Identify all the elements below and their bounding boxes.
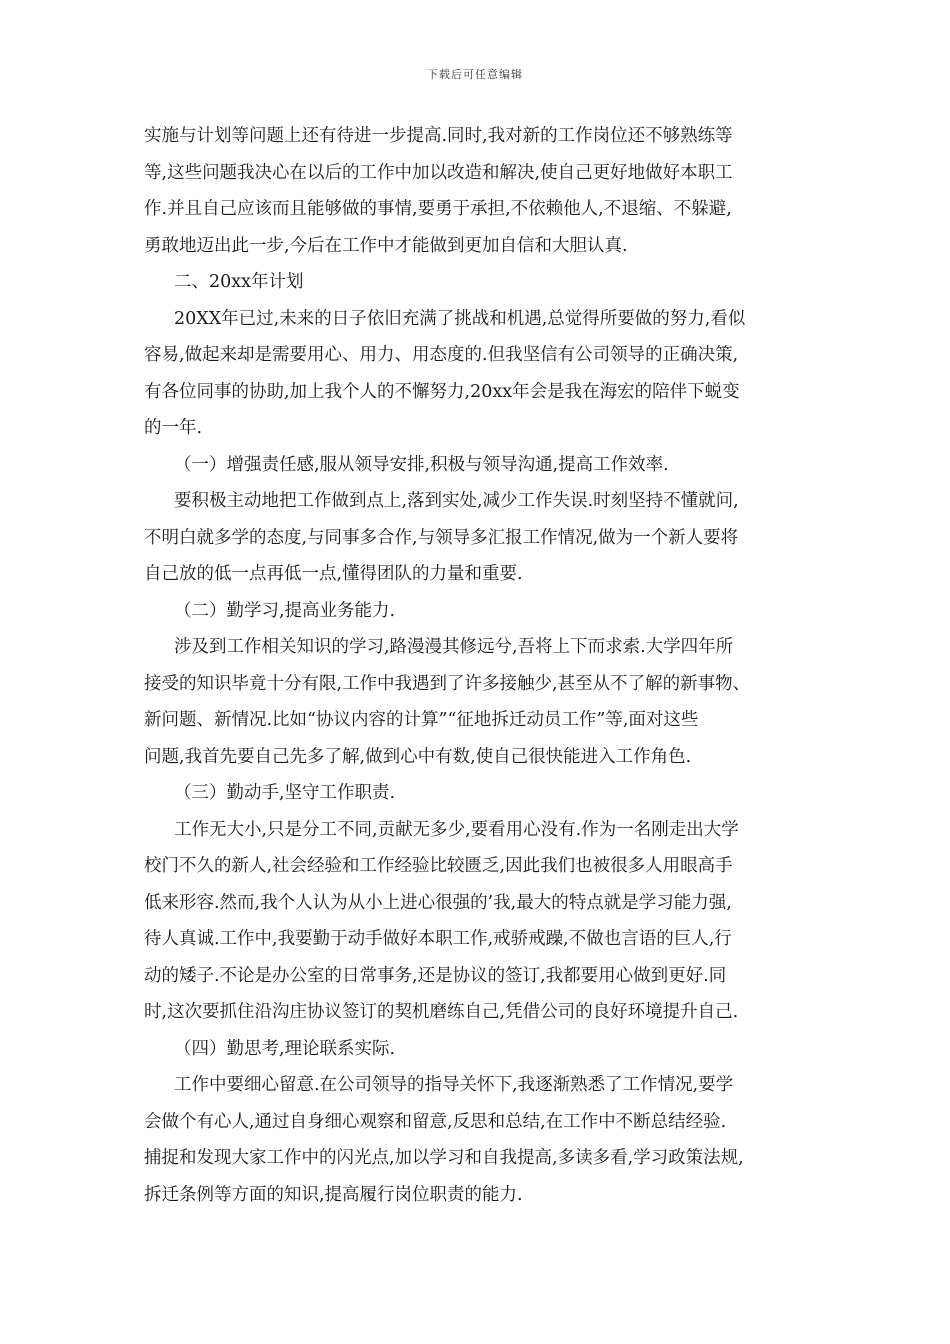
text-line: （二）勤学习,提高业务能力.: [174, 600, 396, 621]
text-line: 二、20xx年计划: [174, 272, 304, 292]
text-line: （四）勤思考,理论联系实际.: [174, 1038, 396, 1059]
text-line: 等,这些问题我决心在以后的工作中加以改造和解决,使自己更好地做好本职工: [144, 162, 733, 183]
text-line: 待人真诚.工作中,我要勤于动手做好本职工作,戒骄戒躁,不做也言语的巨人,行: [144, 929, 732, 949]
text-line: 时,这次要抓住沿沟庄协议签订的契机磨练自己,凭借公司的良好环境提升自己.: [144, 1002, 739, 1022]
text-line: 涉及到工作相关知识的学习,路漫漫其修远兮,吾将上下而求索.大学四年所: [174, 637, 734, 657]
text-line: 的一年.: [144, 418, 203, 438]
text-line: 低来形容.然而,我个人认为从小上进心很强的’我,最大的特点就是学习能力强,: [144, 892, 732, 913]
text-line: 要积极主动地把工作做到点上,落到实处,减少工作失误.时刻坚持不懂就问,: [174, 491, 739, 511]
text-line: 有各位同事的协助,加上我个人的不懈努力,20xx年会是我在海宏的陪伴下蜕变: [144, 381, 740, 402]
text-line: 容易,做起来却是需要用心、用力、用态度的.但我坚信有公司领导的正确决策,: [144, 345, 739, 365]
text-line: 接受的知识毕竟十分有限,工作中我遇到了许多接触少,甚至从不了解的新事物、: [144, 673, 751, 694]
text-line: 工作中要细心留意.在公司领导的指导关怀下,我逐渐熟悉了工作情况,要学: [174, 1075, 734, 1095]
text-line: 拆迁条例等方面的知识,提高履行岗位职责的能力.: [144, 1184, 523, 1205]
text-line: 勇敢地迈出此一步,今后在工作中才能做到更加自信和大胆认真.: [144, 235, 628, 256]
text-line: 工作无大小,只是分工不同,贡献无多少,要看用心没有.作为一名刚走出大学: [174, 819, 739, 840]
text-line: 问题,我首先要自己先多了解,做到心中有数,使自己很快能进入工作角色.: [144, 746, 692, 767]
text-line: 20XX年已过,未来的日子依旧充满了挑战和机遇,总觉得所要做的努力,看似: [174, 308, 746, 329]
text-line: （三）勤动手,坚守工作职责.: [174, 783, 396, 803]
text-line: 作.并且自己应该而且能够做的事情,要勇于承担,不依赖他人,不退缩、不躲避,: [144, 199, 732, 219]
text-line: 不明白就多学的态度,与同事多合作,与领导多汇报工作情况,做为一个新人要将: [144, 527, 739, 548]
page-header-note: 下载后可任意编辑: [427, 68, 523, 81]
text-line: 会做个有心人,通过自身细心观察和留意,反思和总结,在工作中不断总结经验.: [144, 1111, 727, 1132]
document-body: [144, 118, 808, 1213]
text-line: 校门不久的新人,社会经验和工作经验比较匮乏,因此我们也被很多人用眼高手: [144, 856, 733, 876]
text-line: 捕捉和发现大家工作中的闪光点,加以学习和自我提高,多读多看,学习政策法规,: [144, 1148, 744, 1168]
text-line: （一）增强责任感,服从领导安排,积极与领导沟通,提高工作效率.: [174, 454, 669, 475]
text-line: 新问题、新情况.比如“协议内容的计算”“征地拆迁动员工作”等,面对这些: [144, 710, 699, 730]
text-line: 动的矮子.不论是办公室的日常事务,还是协议的签订,我都要用心做到更好.同: [144, 965, 727, 986]
text-line: 自己放的低一点再低一点,懂得团队的力量和重要.: [144, 564, 523, 584]
text-line: 实施与计划等问题上还有待进一步提高.同时,我对新的工作岗位还不够熟练等: [144, 126, 733, 146]
